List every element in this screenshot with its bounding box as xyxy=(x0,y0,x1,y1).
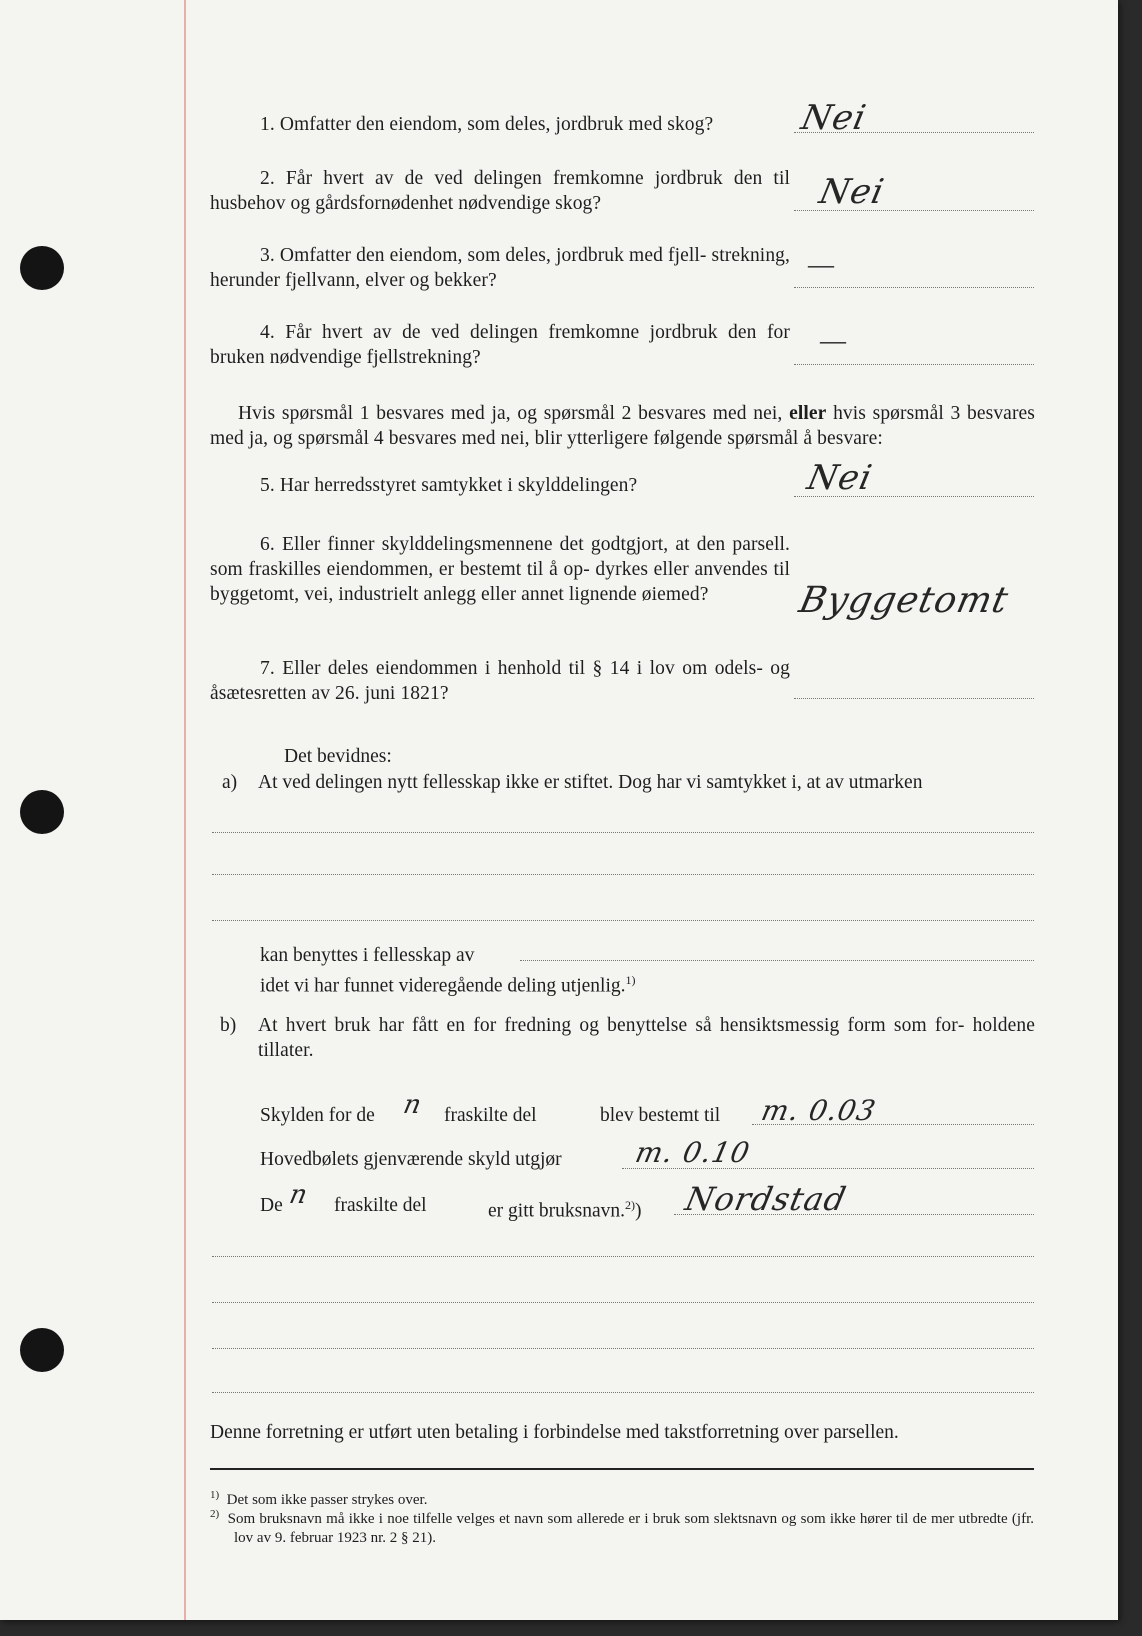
question-text: Får hvert av de ved delingen fremkomne jordbruk den til husbehov og gårdsfornødenhet nødvendige skog? xyxy=(210,168,790,214)
skyld-line1-b: fraskilte del xyxy=(444,1105,537,1126)
blank-line xyxy=(212,874,1034,875)
skyld-line3-hand: n xyxy=(286,1180,311,1210)
question-3 xyxy=(210,243,790,293)
answer-q2: Nei xyxy=(815,172,889,212)
certify-heading: Det bevidnes: xyxy=(284,746,392,767)
punch-hole xyxy=(20,790,64,834)
answer-q5: Nei xyxy=(803,458,877,498)
certify-a-cont2-line xyxy=(260,968,636,999)
question-text: Omfatter den eiendom, som deles, jordbruk med fjell‐ strekning, herunder fjellvann, elver og bekker? xyxy=(210,245,790,291)
question-text: Får hvert av de ved delingen fremkomne jordbruk den for bruken nødvendige fjellstrekning? xyxy=(210,322,790,368)
blank-line xyxy=(212,1302,1034,1303)
skyld-line2-value: m. 0.10 xyxy=(632,1136,754,1169)
skyld-line3-b: fraskilte del xyxy=(334,1195,427,1216)
footnote-ref: 2) xyxy=(625,1198,636,1212)
answer-line xyxy=(794,287,1034,288)
question-2 xyxy=(210,166,790,216)
question-number: 6. xyxy=(260,534,275,555)
punch-hole xyxy=(20,246,64,290)
skyld-line1-value: m. 0.03 xyxy=(758,1094,880,1127)
footnote-mark: 1) xyxy=(210,1489,220,1501)
footnote-ref: 1) xyxy=(625,973,636,987)
question-number: 3. xyxy=(260,245,275,266)
margin-rule xyxy=(184,0,186,1620)
blank-line xyxy=(520,960,1034,961)
answer-q1: Nei xyxy=(797,98,871,138)
question-text: Omfatter den eiendom, som deles, jordbruk med skog? xyxy=(279,114,714,135)
question-text: Har herredsstyret samtykket i skylddelingen? xyxy=(279,475,638,496)
blank-line xyxy=(212,1256,1034,1257)
question-number: 7. xyxy=(260,658,275,679)
footnote-rule xyxy=(210,1468,1034,1470)
skyld-line3-a: De xyxy=(260,1195,283,1216)
footnote-text: Som bruksnavn må ikke i noe tilfelle velges et navn som allerede er i bruk som slektsnavn og som ikke hører til de mer utbredte (jfr. lov av 9. februar 1923 nr. 2 § 21). xyxy=(227,1511,1035,1546)
question-4 xyxy=(210,320,790,370)
instruction-text: Hvis spørsmål 1 besvares med ja, og spørsmål 2 besvares med nei, xyxy=(238,403,783,424)
footnote-2 xyxy=(210,1505,1034,1548)
question-1 xyxy=(210,112,790,137)
question-7 xyxy=(210,656,790,706)
blank-line xyxy=(212,832,1034,833)
question-text: Eller finner skylddelingsmennene det godtgjort, at den parsell. som fraskilles eiendommen, er bestemt til å op‐ dyrkes eller anvendes til byggetomt, vei, industrielt anlegg eller annet lignende øiemed? xyxy=(210,534,790,605)
skyld-line2-a: Hovedbølets gjenværende skyld utgjør xyxy=(260,1149,562,1170)
certify-a-text: At ved delingen nytt fellesskap ikke er stiftet. Dog har vi samtykket i, at av utmarken xyxy=(258,772,923,793)
skyld-line1-hand: n xyxy=(400,1090,425,1120)
certify-b-paragraph xyxy=(258,1013,1035,1063)
question-number: 4. xyxy=(260,322,275,343)
footnote-text: Det som ikke passer strykes over. xyxy=(226,1492,428,1508)
closing-statement: Denne forretning er utført uten betaling i forbindelse med takstforretning over parsellen. xyxy=(210,1422,899,1443)
certify-b-text: At hvert bruk har fått en for fredning og benyttelse så hensiktsmessig form som for‐ holdene tillater. xyxy=(258,1015,1035,1061)
certify-b-label: b) xyxy=(220,1015,237,1036)
skyld-line3-value: Nordstad xyxy=(681,1180,850,1218)
question-number: 2. xyxy=(260,168,275,189)
certify-a-cont2: idet vi har funnet videregående deling utjenlig. xyxy=(260,975,626,997)
question-5 xyxy=(210,473,790,498)
skyld-line1-a: Skylden for de xyxy=(260,1105,375,1126)
answer-line xyxy=(794,698,1034,699)
question-number: 1. xyxy=(260,114,275,135)
skyld-line3-c: er gitt bruksnavn. xyxy=(488,1200,626,1222)
answer-line xyxy=(794,364,1034,365)
blank-line xyxy=(212,920,1034,921)
instruction-paragraph xyxy=(210,401,1035,451)
answer-q3: — xyxy=(808,250,834,279)
certify-a-label: a) xyxy=(222,772,238,793)
answer-q6: Byggetomt xyxy=(795,580,1013,621)
skyld-line3-c-line: er gitt bruksnavn.$^{2)}$) xyxy=(488,1198,642,1222)
footnote-mark: 2) xyxy=(210,1508,220,1520)
blank-line xyxy=(212,1348,1034,1349)
question-number: 5. xyxy=(260,475,275,496)
blank-line xyxy=(212,1392,1034,1393)
certify-a-cont1: kan benyttes i fellesskap av xyxy=(260,945,475,966)
question-6 xyxy=(210,532,790,607)
question-text: Eller deles eiendommen i henhold til § 14 i lov om odels‐ og åsætesretten av 26. juni 1821? xyxy=(210,658,790,704)
instruction-bold: eller xyxy=(789,403,827,424)
skyld-line1-c: blev bestemt til xyxy=(600,1105,721,1126)
answer-q4: — xyxy=(820,326,846,355)
punch-hole xyxy=(20,1328,64,1372)
instruction-text: hvis spørsmål 3 besvares med ja, og spørsmål 4 besvares med nei, blir ytterligere følgende spørsmål å besvare: xyxy=(210,403,1035,449)
